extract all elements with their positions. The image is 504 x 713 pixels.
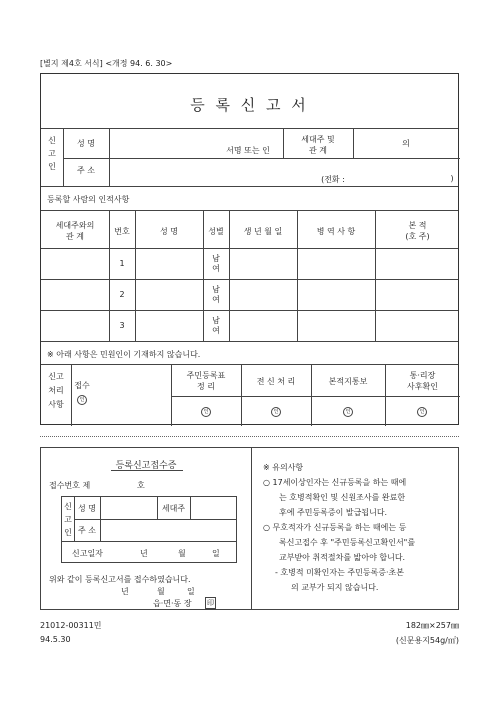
date-year: 년	[140, 549, 148, 558]
reporter-label: 신	[48, 136, 56, 145]
receipt-reporter-label: 신	[64, 502, 72, 511]
receipt-number-suffix: 호	[137, 481, 145, 490]
seal-icon: 인	[417, 407, 427, 417]
notice-line: 교부받아 취적절차를 밟아야 합니다.	[279, 553, 406, 562]
sex-male: 남	[212, 316, 220, 325]
relation-label: 관 계	[309, 146, 327, 155]
header-sex: 성별	[208, 227, 224, 236]
divider	[71, 364, 72, 426]
divider	[63, 128, 64, 186]
form-title: 등 록 신 고 서	[190, 96, 309, 114]
relation-label: 세대주 및	[301, 135, 335, 144]
divider	[62, 541, 236, 542]
seal-icon: 인	[343, 407, 353, 417]
form-header: [별지 제4호 서식] <개정 94. 6. 30>	[40, 59, 173, 68]
office-use-note: ※ 아래 사항은 민원인이 기재하지 않습니다.	[47, 350, 201, 359]
header-number: 번호	[114, 227, 130, 236]
registration-report-form	[40, 73, 459, 425]
header-birth: 생 년 월 일	[243, 227, 283, 236]
row-number: 3	[119, 321, 125, 330]
processing-label: 사항	[48, 400, 64, 409]
transfer-label: 전 신 처 리	[256, 377, 296, 386]
sex-female: 여	[212, 326, 220, 335]
processing-label: 처리	[48, 386, 64, 395]
paper-size: 182㎜×257㎜	[405, 621, 459, 630]
notice-line: - 호병적 미확인자는 주민등록증·초본	[275, 568, 404, 577]
header-military: 병 역 사 항	[316, 227, 356, 236]
receipt-reporter-label: 고	[64, 515, 72, 524]
notice-title: ※ 유의사항	[263, 463, 304, 472]
divider	[41, 186, 458, 187]
receipt-reporter-box	[61, 496, 237, 563]
card-label: 정 리	[197, 382, 215, 391]
header-domicile: 본 적	[408, 221, 427, 230]
divider	[41, 128, 458, 129]
notice-line: 후에 주민등록증이 발급됩니다.	[279, 508, 388, 517]
sign-date-month: 월	[157, 587, 165, 596]
card-label: 주민등록표	[186, 371, 226, 380]
sign-date-year: 년	[121, 587, 129, 596]
cut-line	[40, 436, 459, 437]
receipt-number-label: 접수번호 제	[49, 481, 91, 490]
processing-label: 신고	[48, 372, 64, 381]
office-label: 읍·면·동 장	[153, 599, 192, 608]
divider	[41, 279, 458, 280]
date-month: 월	[178, 549, 186, 558]
date-day: 일	[212, 549, 220, 558]
row-number: 2	[119, 290, 125, 299]
header-name: 성 명	[160, 227, 178, 236]
signature-label: 서명 또는 인	[226, 146, 270, 155]
domicile-notice-label: 본적지통보	[328, 377, 368, 386]
divider	[241, 364, 242, 426]
divider	[353, 128, 354, 158]
divider	[63, 158, 460, 159]
notice-line: ○ 17세이상인자는 신규등록을 하는 때에	[263, 478, 407, 487]
paper-type: (신문용지54g/㎡)	[395, 636, 459, 645]
form-code: 21012-00311민	[40, 621, 102, 630]
reporter-label: 고	[48, 149, 56, 158]
divider	[41, 210, 458, 211]
report-date-label: 신고일자	[72, 549, 103, 558]
reporter-label: 인	[48, 162, 56, 171]
form-date: 94.5.30	[40, 635, 71, 644]
title-underline	[111, 470, 183, 471]
seal-icon: 인	[77, 395, 87, 405]
divider	[311, 364, 312, 426]
notice-line: 의 교부가 되지 않습니다.	[291, 583, 379, 592]
notice-line: 는 호병적확인 및 신원조사를 완료한	[279, 493, 406, 502]
receipt-head-label: 세대주	[161, 504, 186, 513]
header-domicile: (호 주)	[405, 232, 430, 241]
notice-line: ○ 무호적자가 신규등록을 하는 때에는 등	[263, 523, 407, 532]
receipt-confirm-text: 위와 같이 등록신고서를 접수하였습니다.	[49, 575, 191, 584]
relation-suffix: 의	[402, 139, 410, 148]
sex-male: 남	[212, 254, 220, 263]
divider	[74, 519, 236, 520]
receipt-reporter-label: 인	[64, 528, 72, 537]
name-label: 성 명	[77, 139, 95, 148]
divider	[41, 310, 458, 311]
sign-date-day: 일	[187, 587, 195, 596]
phone-close: )	[450, 174, 454, 183]
persons-heading: 등록할 사람의 인적사항	[47, 195, 130, 204]
receipt-label: 접수	[74, 381, 90, 390]
receipt-title: 등록신고접수증	[115, 461, 177, 471]
phone-label: (전화 :	[321, 175, 345, 184]
divider	[251, 448, 252, 609]
seal-icon: 인	[201, 407, 211, 417]
address-label: 주 소	[77, 166, 95, 175]
divider	[41, 364, 458, 365]
sex-female: 여	[212, 264, 220, 273]
divider	[41, 248, 458, 249]
seal-icon: 印	[207, 599, 214, 607]
divider	[41, 341, 458, 342]
notice-line: 록신고접수 후 "주민등록신고확인서"를	[279, 538, 416, 547]
notice-section	[263, 460, 455, 595]
sex-male: 남	[212, 285, 220, 294]
header-relation: 관 계	[66, 232, 84, 241]
divider	[190, 497, 191, 519]
head-label: 통·리장	[409, 371, 436, 380]
divider	[109, 128, 110, 186]
row-number: 1	[119, 259, 125, 268]
divider	[171, 396, 460, 397]
receipt-address-label: 주 소	[78, 526, 96, 535]
seal-icon: 인	[271, 407, 281, 417]
sex-female: 여	[212, 295, 220, 304]
receipt-certificate	[40, 447, 459, 610]
header-relation: 세대주와의	[55, 221, 95, 230]
head-label: 사후확인	[407, 382, 438, 391]
receipt-name-label: 성 명	[78, 504, 96, 513]
